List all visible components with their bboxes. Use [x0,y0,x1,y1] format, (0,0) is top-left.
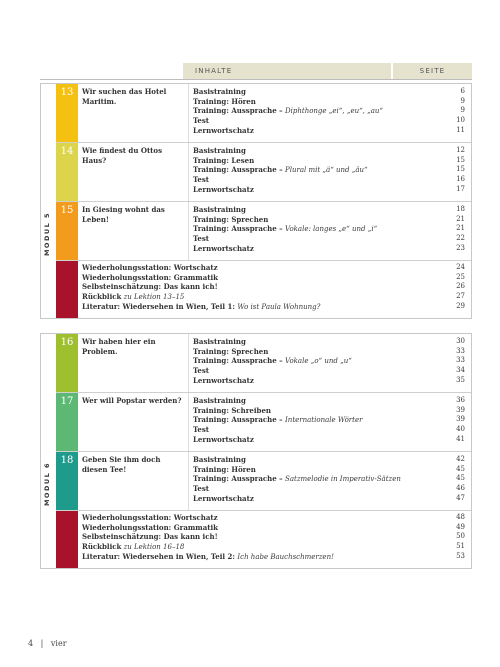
list-item[interactable]: Training: Aussprache – Satzmelodie in Imperativ-Sätzen 45 [193,474,465,484]
lesson-title: Geben Sie ihm doch diesen Tee! [82,455,161,474]
list-item[interactable]: Training: Hören 9 [193,96,465,106]
lesson-13[interactable] [56,84,471,142]
lesson-title: Wer will Popstar werden? [82,396,182,405]
review-color-bar [56,511,78,568]
page-footer [28,639,67,648]
list-item[interactable]: Training: Aussprache – Vokale „o“ und „u“ 33 [193,356,465,366]
list-item[interactable]: Training: Sprechen 33 [193,346,465,356]
list-item[interactable]: Lernwortschatz 41 [193,434,465,444]
list-item[interactable]: Rückblick zu Lektion 16–18 51 [82,542,465,552]
review-items [78,511,471,568]
list-item[interactable]: Rückblick zu Lektion 13–15 27 [82,292,465,302]
lesson-number: 17 [56,393,78,451]
header-page: SEITE [393,63,472,79]
lesson-items [188,143,471,201]
list-item[interactable]: Lernwortschatz 11 [193,125,465,135]
lesson-16[interactable] [56,334,471,392]
module-label: MODUL 6 [43,461,52,507]
lesson-items [188,452,471,510]
lesson-items [188,393,471,451]
list-item[interactable]: Literatur: Wiedersehen in Wien, Teil 2: Ich habe Bauchschmerzen! 53 [82,551,465,561]
list-item[interactable]: Test 46 [193,484,465,494]
lesson-number: 14 [56,143,78,201]
list-item[interactable]: Lernwortschatz 23 [193,243,465,253]
list-item[interactable]: Lernwortschatz 17 [193,184,465,194]
list-item[interactable]: Training: Aussprache – Plural mit „ä“ und „äu“ 15 [193,165,465,175]
list-item[interactable]: Basistraining 18 [193,205,465,214]
lesson-number: 13 [56,84,78,142]
module-6 [40,333,472,569]
lesson-number: 18 [56,452,78,510]
footer-separator: | [40,639,44,648]
list-item[interactable]: Training: Aussprache – Internationale Wörter 39 [193,415,465,425]
list-item[interactable]: Wiederholungsstation: Grammatik 25 [82,272,465,282]
list-item[interactable]: Test 16 [193,175,465,185]
list-item[interactable]: Literatur: Wiedersehen in Wien, Teil 1: Wo ist Paula Wohnung? 29 [82,301,465,311]
list-item[interactable]: Test 10 [193,116,465,126]
list-item[interactable]: Training: Hören 45 [193,464,465,474]
header-contents: INHALTE [183,63,391,79]
list-item[interactable]: Lernwortschatz 47 [193,493,465,503]
list-item[interactable]: Wiederholungsstation: Wortschatz 24 [82,263,465,272]
lesson-15[interactable] [56,202,471,260]
lesson-title: Wir haben hier ein Problem. [82,337,156,356]
list-item[interactable]: Test 40 [193,425,465,435]
list-item[interactable]: Selbsteinschätzung: Das kann ich! 26 [82,282,465,292]
page-number: 4 [28,639,34,648]
review-items [78,261,471,318]
lesson-number: 15 [56,202,78,260]
list-item[interactable]: Basistraining 42 [193,455,465,464]
lesson-number: 16 [56,334,78,392]
lesson-title: Wie findest du Ottos Haus? [82,146,163,165]
list-item[interactable]: Training: Sprechen 21 [193,214,465,224]
list-item[interactable]: Basistraining 30 [193,337,465,346]
list-item[interactable]: Basistraining 6 [193,87,465,96]
list-item[interactable]: Basistraining 36 [193,396,465,405]
list-item[interactable]: Selbsteinschätzung: Das kann ich! 50 [82,532,465,542]
lesson-items [188,202,471,260]
list-item[interactable]: Training: Lesen 15 [193,155,465,165]
header-rule [40,79,472,80]
lesson-18[interactable] [56,452,471,510]
list-item[interactable]: Wiederholungsstation: Wortschatz 48 [82,513,465,522]
list-item[interactable]: Training: Aussprache – Diphthonge „ei“, „eu“, „au“ 9 [193,106,465,116]
module-label: MODUL 5 [43,211,52,257]
lesson-title: In Giesing wohnt das Leben! [82,205,165,224]
lesson-title: Wir suchen das Hotel Maritim. [82,87,167,106]
review-color-bar [56,261,78,318]
lesson-17[interactable] [56,393,471,451]
list-item[interactable]: Lernwortschatz 35 [193,375,465,385]
list-item[interactable]: Basistraining 12 [193,146,465,155]
toc-header [183,63,472,79]
list-item[interactable]: Training: Schreiben 39 [193,405,465,415]
list-item[interactable]: Test 34 [193,366,465,376]
list-item[interactable]: Training: Aussprache – Vokale: langes „e“ und „i“ 21 [193,224,465,234]
review-section [56,511,471,568]
lesson-items [188,334,471,392]
module-5 [40,83,472,319]
list-item[interactable]: Wiederholungsstation: Grammatik 49 [82,522,465,532]
review-section [56,261,471,318]
lesson-items [188,84,471,142]
list-item[interactable]: Test 22 [193,234,465,244]
page-word: vier [50,639,67,648]
lesson-14[interactable] [56,143,471,201]
